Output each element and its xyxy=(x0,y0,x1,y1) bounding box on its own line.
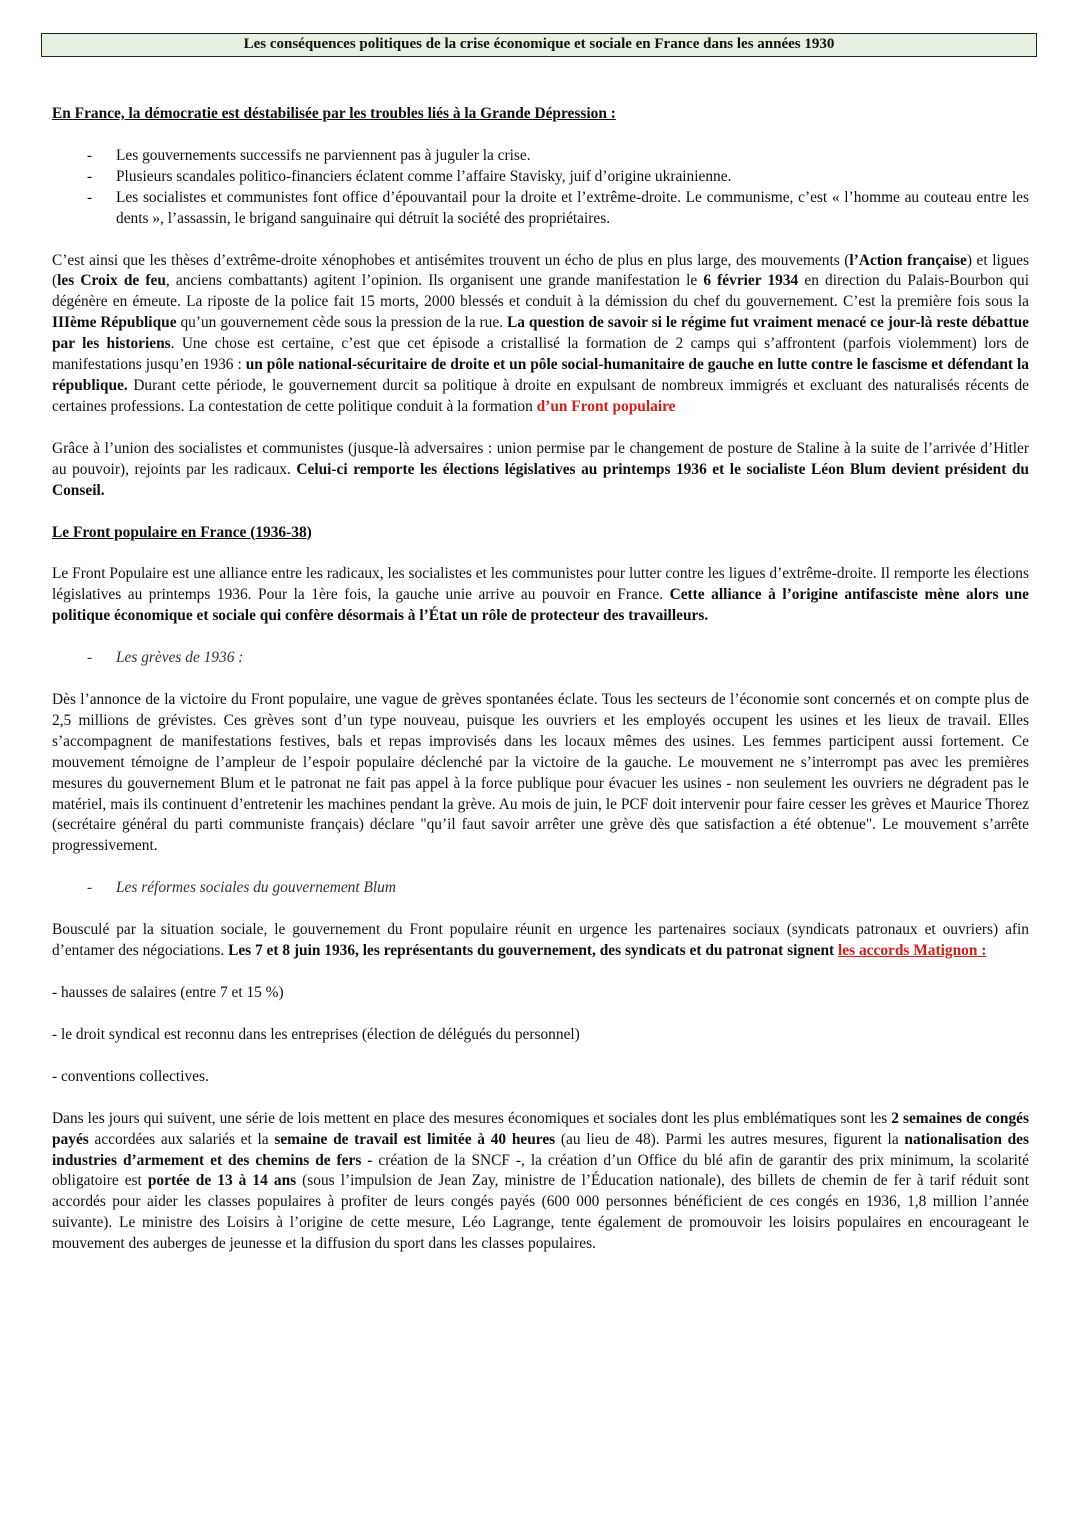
subheading-greves: - Les grèves de 1936 : xyxy=(52,648,1029,669)
paragraph-lois-sociales: Dans les jours qui suivent, une série de lois mettent en place des mesures économiques et sociales dont les plus emblématiques sont les 2 semaines de congés payés accordées aux salariés et la semaine de travail est limitée à 40 heures (au lieu de 48). Parmi les autres mesures, figurent la nationalisation des industries d’armement et des chemins de fers - création de la SNCF -, la création d’un Office du blé afin de garantir des prix minimum, la scolarité obligatoire est portée de 13 à 14 ans (sous l’impulsion de Jean Zay, ministre de l’Éducation nationale), des billets de chemin de fer à tarif réduit sont accordés pour aider les classes populaires à profiter de leurs congés payés (600 000 personnes bénéficient de ces congés en 1936, 1,8 million l’année suivante). Le ministre des Loisirs à l’origine de cette mesure, Léo Lagrange, tente également de promouvoir les loisirs populaires en encourageant le mouvement des auberges de jeunesse et la diffusion du sport dans les classes populaires. xyxy=(52,1109,1029,1253)
subheading-reformes: - Les réformes sociales du gouvernement Blum xyxy=(52,878,1029,899)
paragraph-front-populaire: Le Front Populaire est une alliance entre les radicaux, les socialistes et les communistes pour lutter contre les ligues d’extrême-droite. Il remporte les élections législatives au printemps 1936. Pour la 1ère fois, la gauche unie arrive au pouvoir en France. Cette alliance à l’origine antifasciste mène alors une politique économique et sociale qui confère désormais à l’État un rôle de protecteur des travailleurs. xyxy=(52,565,1029,625)
list-item: - Les socialistes et communistes font office d’épouvantail pour la droite et l’extrême-droite. Le communisme, c’est « l’homme au couteau entre les dents », l’assassin, le brigand sanguinaire qui détruit la société des propriétaires. xyxy=(52,188,1029,230)
crisis-bullet-list xyxy=(52,146,1029,230)
paragraph-extreme-droite: C’est ainsi que les thèses d’extrême-droite xénophobes et antisémites trouvent un écho de plus en plus large, des mouvements (l’Action française) et ligues (les Croix de feu, anciens combattants) agitent l’opinion. Ils organisent une grande manifestation le 6 février 1934 en direction du Palais-Bourbon qui dégénère en émeute. La riposte de la police fait 15 morts, 2000 blessés et conduit à la démission du chef du gouvernement. C’est la première fois sous la IIIème République qu’un gouvernement cède sous la pression de la rue. La question de savoir si le régime fut vraiment menacé ce jour-là reste débattue par les historiens. Une chose est certaine, c’est que cet épisode a cristallisé la formation de 2 camps qui s’affrontent (parfois violemment) lors de manifestations jusqu’en 1936 : un pôle national-sécuritaire de droite et un pôle social-humanitaire de gauche en lutte contre le fascisme et défendant la république. Durant cette période, le gouvernement durcit sa politique à droite en expulsant de nombreux immigrés et excluant des naturalisés récents de certaines professions. La contestation de cette politique conduit à la formation d’un Front populaire xyxy=(52,251,1029,415)
page-title: Les conséquences politiques de la crise économique et sociale en France dans les années 1930 xyxy=(41,33,1037,57)
paragraph-union-gauche: Grâce à l’union des socialistes et communistes (jusque-là adversaires : union permise par le changement de posture de Staline à la suite de l’arrivée d’Hitler au pouvoir), rejoints par les radicaux. Celui-ci remporte les élections législatives au printemps 1936 et le socialiste Léon Blum devient président du Conseil. xyxy=(52,439,1029,499)
list-item: - hausses de salaires (entre 7 et 15 %) xyxy=(52,984,284,1001)
list-item: - le droit syndical est reconnu dans les entreprises (élection de délégués du personnel) xyxy=(52,1025,580,1043)
section-heading-democratie: En France, la démocratie est déstabilisée par les troubles liés à la Grande Dépression : xyxy=(52,105,616,122)
list-item: - Les gouvernements successifs ne parviennent pas à juguler la crise. xyxy=(52,146,1029,167)
list-item: - Plusieurs scandales politico-financiers éclatent comme l’affaire Stavisky, juif d’origine ukrainienne. xyxy=(52,167,1029,188)
paragraph-greves: Dès l’annonce de la victoire du Front populaire, une vague de grèves spontanées éclate. Tous les secteurs de l’économie sont concernés et on compte plus de 2,5 millions de grévistes. Ces grèves sont d’un type nouveau, puisque les ouvriers et les employés occupent les usines et les lieux de travail. Elles s’accompagnent de manifestations festives, bals et repas improvisés dans les locaux mêmes des usines. Les femmes participent aussi fortement. Ce mouvement témoigne de l’ampleur de l’espoir populaire déclenché par la victoire de la gauche. Le mouvement ne s’interrompt pas avec les premières mesures du gouvernement Blum et le patronat ne fait pas appel à la force publique pour évacuer les usines - non seulement les ouvriers ne dégradent pas le matériel, mais ils continuent d’entretenir les machines pendant la grève. Au mois de juin, le PCF doit intervenir pour faire cesser les grèves et Maurice Thorez (secrétaire général du parti communiste français) déclare "qu’il faut savoir arrêter une grève dès que satisfaction a été obtenue". Le mouvement s’arrête progressivement. xyxy=(52,691,1029,855)
document-body xyxy=(52,104,1029,1255)
section-heading-front-populaire: Le Front populaire en France (1936-38) xyxy=(52,523,312,541)
paragraph-accords-matignon: Bousculé par la situation sociale, le gouvernement du Front populaire réunit en urgence les partenaires sociaux (syndicats patronaux et ouvriers) afin d’entamer des négociations. Les 7 et 8 juin 1936, les représentants du gouvernement, des syndicats et du patronat signent les accords Matignon : xyxy=(52,921,1029,960)
list-item: - conventions collectives. xyxy=(52,1067,209,1085)
